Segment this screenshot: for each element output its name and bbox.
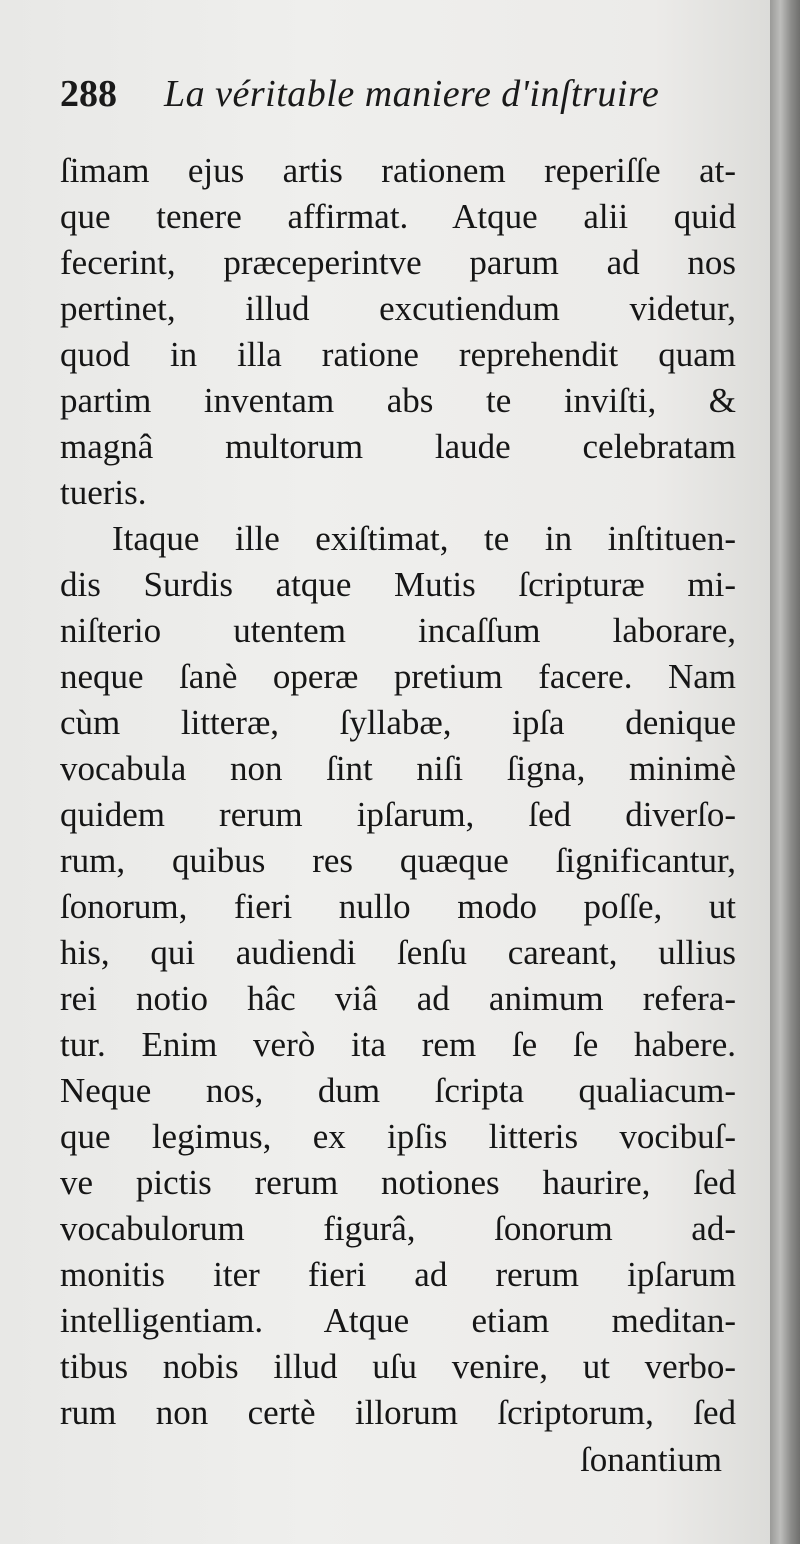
text-line: vocabulorum figurâ, ſonorum ad-	[60, 1209, 736, 1248]
text-line: rum non certè illorum ſcriptorum, ſed	[60, 1393, 736, 1432]
text-line: cùm litteræ, ſyllabæ, ipſa denique	[60, 703, 736, 742]
text-line: magnâ multorum laude celebratam	[60, 427, 736, 466]
page-header	[60, 72, 700, 122]
text-line: his, qui audiendi ſenſu careant, ullius	[60, 933, 736, 972]
text-line: vocabula non ſint niſi ſigna, minimè	[60, 749, 736, 788]
catchword: ſonantium	[580, 1440, 722, 1479]
page-number: 288	[60, 73, 117, 115]
text-line: intelligentiam. Atque etiam meditan-	[60, 1301, 736, 1340]
text-line: ſonorum, fieri nullo modo poſſe, ut	[60, 887, 736, 926]
text-line: pertinet, illud excutiendum videtur,	[60, 289, 736, 328]
text-line: quod in illa ratione reprehendit quam	[60, 335, 736, 374]
text-line: ve pictis rerum notiones haurire, ſed	[60, 1163, 736, 1202]
running-title: La véritable maniere d'inſtruire	[164, 73, 660, 115]
text-line: Neque nos, dum ſcripta qualiacum-	[60, 1071, 736, 1110]
text-line: que legimus, ex ipſis litteris vocibuſ-	[60, 1117, 736, 1156]
text-line: tur. Enim verò ita rem ſe ſe habere.	[60, 1025, 736, 1064]
text-line: neque ſanè operæ pretium facere. Nam	[60, 657, 736, 696]
text-line: rei notio hâc viâ ad animum refera-	[60, 979, 736, 1018]
page-edge-shadow	[770, 0, 800, 1544]
text-line: rum, quibus res quæque ſignificantur,	[60, 841, 736, 880]
text-line: tueris.	[60, 473, 147, 512]
text-line: fecerint, præceperintve parum ad nos	[60, 243, 736, 282]
text-line: ſimam ejus artis rationem reperiſſe at-	[60, 151, 736, 190]
text-line: tibus nobis illud uſu venire, ut verbo-	[60, 1347, 736, 1386]
text-line: partim inventam abs te inviſti, &	[60, 381, 736, 420]
text-line: quidem rerum ipſarum, ſed diverſo-	[60, 795, 736, 834]
text-line: que tenere affirmat. Atque alii quid	[60, 197, 736, 236]
text-line: niſterio utentem incaſſum laborare,	[60, 611, 736, 650]
body-text	[60, 148, 736, 1436]
text-line: monitis iter fieri ad rerum ipſarum	[60, 1255, 736, 1294]
text-line: dis Surdis atque Mutis ſcripturæ mi-	[60, 565, 736, 604]
text-line: Itaque ille exiſtimat, te in inſtituen-	[112, 519, 736, 558]
